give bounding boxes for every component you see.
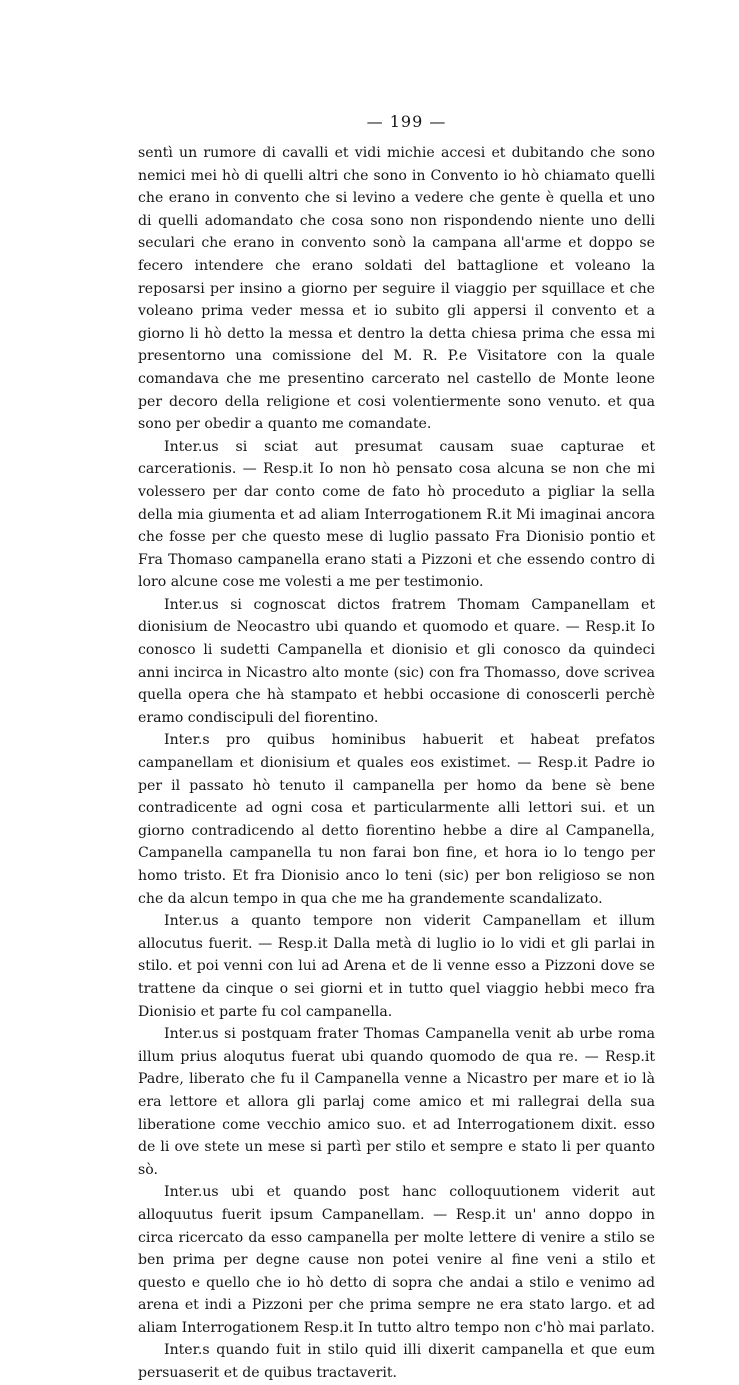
paragraph-6: Inter.us si postquam frater Thomas Campanella venit ab urbe roma illum prius aloqutus fuerat ubi quando quomodo de qua re. — Resp.it Padre, liberato che fu il Campanella venne a Nicastro per mare et io là era lettore et allora gli parlaj come amico et mi rallegrai della sua liberatione come vecchio amico suo. et ad Interrogationem dixit. esso de li ove stete un mese si partì per stilo et sempre e stato li per quanto sò. — [138, 1026, 655, 1178]
paragraph-4: Inter.s pro quibus hominibus habuerit et habeat prefatos campanellam et dionisium et quales eos existimet. — Resp.it Padre io per il passato hò tenuto il campanella per homo da bene sè bene contradicente ad ogni cosa et particularmente alli lettori sui. et un giorno contradicendo al detto fiorentino hebbe a dire al Campanella, Campanella campanella tu non farai bon fine, et hora io lo tengo per homo tristo. Et fra Dionisio anco lo teni (sic) per bon religioso se non che da alcun tempo in qua che me ha grandemente scandalizato. — [138, 732, 655, 907]
paragraph-7: Inter.us ubi et quando post hanc colloquutionem viderit aut alloquutus fuerit ipsum Campanellam. — Resp.it un' anno doppo in circa ricercato da esso campanella per molte lettere di venire a stilo se ben prima per degne cause non potei venire al fine veni a stilo et questo e quello che io hò detto di sopra che andai a stilo e venimo ad arena et indi a Pizzoni per che prima sempre ne era stato largo. et ad aliam Interrogationem Resp.it In tutto altro tempo non c'hò mai parlato. — [138, 1184, 655, 1336]
paragraph-5: Inter.us a quanto tempore non viderit Campanellam et illum allocutus fuerit. — Resp.it Dalla metà di luglio io lo vidi et gli parlai in stilo. et poi venni con lui ad Arena et de li venne esso a Pizzoni dove se trattene da cinque o sei giorni et in tutto quel viaggio hebbi meco fra Dionisio et parte fu col campanella. — [138, 913, 655, 1020]
page-number: — 199 — — [366, 112, 447, 131]
paragraph-3: Inter.us si cognoscat dictos fratrem Thomam Campanellam et dionisium de Neocastro ubi quando et quomodo et quare. — Resp.it Io conosco li sudetti Campanella et dionisio et gli conosco da quindeci anni incirca in Nicastro alto monte (sic) con fra Thomasso, dove scrivea quella opera che hà stampato et hebbi occasione di conoscerli perchè eramo condiscipuli del fiorentino. — [138, 596, 655, 726]
paragraph-2: Inter.us si sciat aut presumat causam suae capturae et carcerationis. — Resp.it Io non hò pensato cosa alcuna se non che mi volessero per dar conto come de fato hò proceduto a pigliar la sella della mia giumenta et ad aliam Interrogationem R.it Mi imaginai ancora che fosse per che questo mese di luglio passato Fra Dionisio pontio et Fra Thomaso campanella erano stati a Pizzoni et che essendo contro di loro alcune cose me volesti a me per testimonio. — [138, 438, 655, 591]
paragraph-1: sentì un rumore di cavalli et vidi michie accesi et dubitando che sono nemici mei hò di quelli altri che sono in Convento io hò chiamato quelli che erano in convento che si levino a vedere che gente è quella et uno di quelli adomandato che cosa sono non rispondendo niente uno delli seculari che erano in convento sonò la campana all'arme et doppo se fecero intendere che erano soldati del battaglione et voleano la reposarsi per insino a giorno per seguire il viaggio per squillace et che voleano prima veder messa et io subito gli appersi il convento et a giorno li hò detto la messa et dentro la detta chiesa prima che essa mi presentorno una comissione del M. R. P.e Visitatore con la quale comandava che me presentino carcerato nel castello de Monte leone per decoro della religione et cosi volentiermente sono venuto. et qua sono per obedir a quanto me comandate. — [138, 145, 655, 433]
paragraph-8: Inter.s quando fuit in stilo quid illi dixerit campanella et que eum persuaserit et de quibus tractaverit. — [138, 1342, 655, 1382]
